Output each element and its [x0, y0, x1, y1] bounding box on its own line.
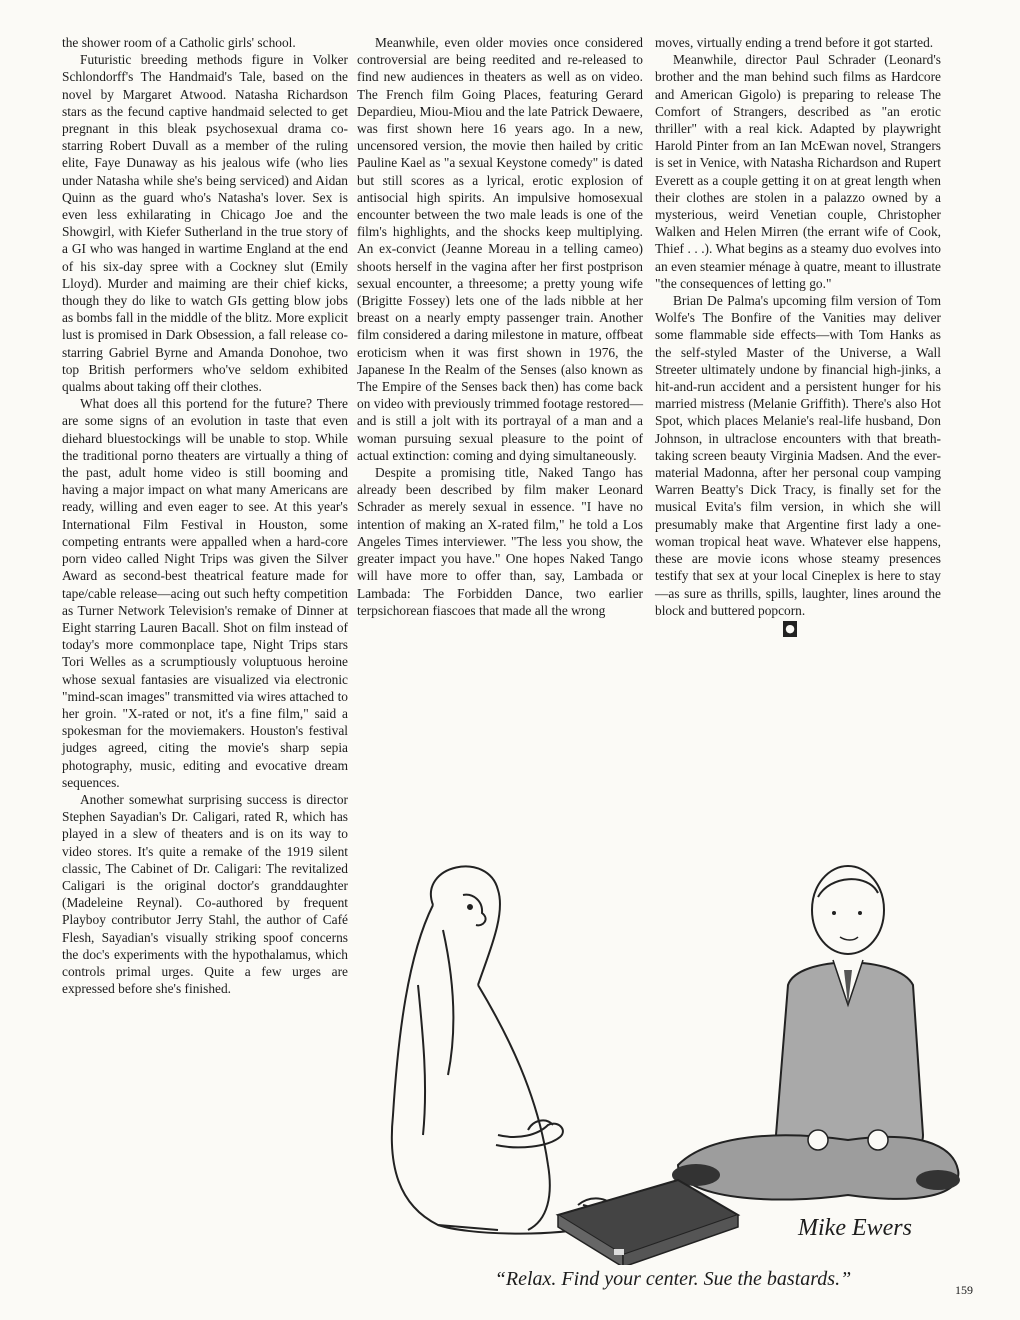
rabbit-end-mark-icon: ● [783, 621, 797, 637]
guru-figure [392, 866, 614, 1233]
businessman-figure [672, 866, 960, 1200]
paragraph: Meanwhile, even older movies once considered controversial are being reedited and re-released to find new audiences in theaters as well as on video. The French film Going Places, featuring Gerard Depardieu, Miou-Miou and the late Patrick Dewaere, was first shown here 16 years ago. In a new, uncensored version, the movie then hailed by critic Pauline Kael as "a sexual Keystone comedy" is dated but still scores as a lyrical, erotic explosion of antisocial high spirits. An impulsive homosexual encounter between the two male leads is one of the film's highlights, and the shocks keep multiplying. An ex-convict (Jeanne Moreau in a telling cameo) shoots herself in the vagina after her first postprison sexual encounter, a threesome; a pretty young wife (Brigitte Fossey) lets one of the lads nibble at her breast on a nearly empty passenger train. Another film considered a daring milestone in mature, offbeat eroticism when it was first shown in 1976, the Japanese In the Realm of the Senses (also known as The Empire of the Senses back then) has come back on video with previously trimmed footage restored—and is still a jolt with its portrayal of a man and a woman pursuing sexual pleasure to the point of actual extinction: coming and dying simultaneously. [357, 35, 643, 463]
paragraph: Despite a promising title, Naked Tango has already been described by film maker Leonard Schrader as merely sexual in essence. "I have no intention of making an X-rated film," he told a Los Angeles Times interviewer. "The less you show, the greater impact you have." One hopes Naked Tango will have more to offer than, say, Lambada or Lambada: The Forbidden Dance, two earlier terpsichorean fiascoes that made all the wrong [357, 465, 643, 618]
cartoon-caption: “Relax. Find your center. Sue the bastards.” [494, 1268, 852, 1290]
article-column-1 [62, 34, 348, 997]
article-column-2 [357, 34, 643, 619]
paragraph: the shower room of a Catholic girls' school. [62, 35, 296, 50]
paragraph: Brian De Palma's upcoming film version of Tom Wolfe's The Bonfire of the Vanities may deliver some flammable side effects—with Tom Hanks as the self-styled Master of the Universe, a Wall Streeter ultimately undone by financial high-jinks, a hit-and-run accident and a persistent hunger for his married mistress (Melanie Griffith). There's also Hot Spot, which places Melanie's real-life husband, Don Johnson, in ultraclose encounters with that breath-taking screen beauty Virginia Madsen. And the ever-material Madonna, after her personal coup vamping Warren Beatty's Dick Tracy, is finally set for the musical Evita's film version, in which she will presumably make that Argentine first lady a one-woman tropical heat wave. Whatever else happens, these are movie icons whose steamy presences testify that sex at your local Cineplex is here to stay—as sure as thrills, spills, laughter, lines around the block and buttered popcorn. [655, 293, 941, 618]
paragraph: What does all this portend for the future? There are some signs of an evolution in taste that even diehard bluestockings will be unable to stop. While the traditional porno theaters are virtually a thing of the past, adult home video is still booming and having a major impact on what many Americans are ready, willing and even eager to see. At this year's International Film Festival in Houston, some competing entrants were appalled when a hard-core porn video called Night Trips was given the Silver Award as second-best theatrical feature made for tape/cable release—acing out such hefty competition as Turner Network Television's remake of Dinner at Eight starring Lauren Bacall. Shot on film instead of today's more commonplace tape, Night Trips stars Tori Welles as a scrumptiously voluptuous heroine whose sexual fantasies are visualized via electronic "mind-scan images" transmitted via wires attached to her groin. "X-rated or not, it's a fine film," said a spokesman for the moviemakers. Houston's festival judges agreed, citing the movie's sharp sepia photography, music, editing and evocative dream sequences. [62, 396, 348, 790]
page-number: 159 [955, 1283, 973, 1297]
paragraph: Another somewhat surprising success is director Stephen Sayadian's Dr. Caligari, rated R, which has played in a slew of theaters and is on its way to video stores. It's quite a remake of the 1919 silent classic, The Cabinet of Dr. Caligari: The revitalized Caligari is the original doctor's granddaughter (Madeleine Reynal). Co-authored by frequent Playboy contributor Jerry Stahl, the author of Café Flesh, Sayadian's visually striking spoof concerns the doc's experiments with the hypothalamus, which controls primal urges. Quite a few urges are expressed before she's finished. [62, 791, 348, 997]
paragraph: moves, virtually ending a trend before it got started. [655, 35, 934, 50]
article-column-3 [655, 34, 941, 637]
paragraph: Meanwhile, director Paul Schrader (Leonard's brother and the man behind such films as Hardcore and American Gigolo) is preparing to release The Comfort of Strangers, described as "an erotic thriller" with a real kick. Adapted by playwright Harold Pinter from an Ian McEwan novel, Strangers is set in Venice, with Natasha Richardson and Rupert Everett as a couple getting it on at great length when their clothes are stolen in a palazzo owned by a mysterious, weird Venetian couple, Christopher Walken and Helen Mirren (the errant wife of Cook, Thief . . .). What begins as a steamy duo evolves into an even steamier ménage à quatre, meant to illustrate "the consequences of letting go." [655, 52, 941, 291]
artist-signature: Mike Ewers [798, 1215, 912, 1241]
cartoon-illustration [378, 835, 968, 1265]
paragraph: Futuristic breeding methods figure in Volker Schlondorff's The Handmaid's Tale, based on the novel by Margaret Atwood. Natasha Richardson stars as the fecund captive handmaid selected to get pregnant in this bleak psychosexual drama co-starring Robert Duvall as a member of the ruling elite, Faye Dunaway as his jealous wife (who lies under Natasha while she's being serviced) and Aidan Quinn as the guard who's Natasha's lover. Sex is even less exhilarating in Chicago Joe and the Showgirl, with Kiefer Sutherland in the true story of a GI who was hanged in wartime England at the end of his six-day spree with a Cockney slut (Emily Lloyd). Murder and maiming are their chief kicks, though they do like to watch GIs getting blow jobs as bombs fall in the middle of the blitz. More explicit lust is promised in Dark Obsession, a fall release co-starring Gabriel Byrne and Amanda Donohoe, two top British performers who've seldom exhibited qualms about taking off their clothes. [62, 52, 348, 395]
